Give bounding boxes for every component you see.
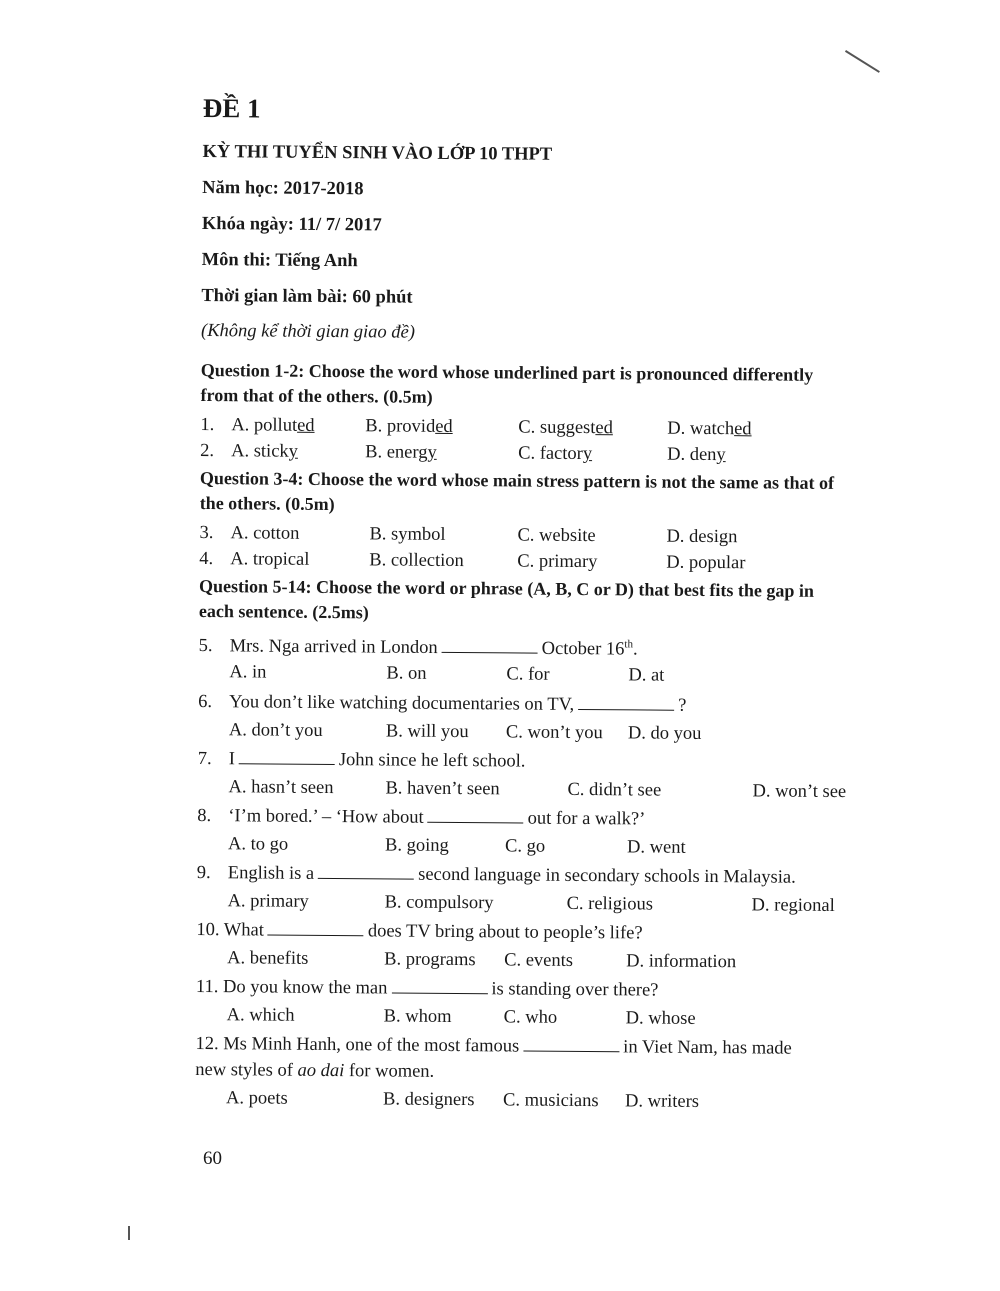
question-text: Ms Minh Hanh, one of the most famous (223, 1034, 520, 1057)
option-b: B. designers (382, 1089, 475, 1111)
option-c: C. go (504, 836, 546, 857)
question-number: 8. (197, 806, 212, 827)
question-number: 11. (195, 977, 219, 998)
option-b: B. energy (365, 442, 437, 463)
question-12-options (195, 1083, 845, 1119)
question-text: second language in secondary schools in Malaysia. (418, 864, 796, 888)
answer-blank (391, 979, 487, 995)
question-text: English is a (227, 863, 315, 885)
option-b: B. programs (384, 949, 476, 971)
question-text: out for a walk?’ (527, 808, 646, 830)
scan-artifact (845, 50, 880, 73)
option-a: A. sticky (231, 441, 299, 462)
exam-subject: Môn thi: Tiếng Anh (201, 249, 358, 272)
option-c: C. factory (518, 443, 593, 465)
option-b: B. provided (365, 416, 453, 437)
answer-blank (239, 749, 335, 765)
exam-note: (Không kể thời gian giao đề) (201, 320, 416, 343)
option-c: C. didn’t see (567, 780, 662, 801)
question-7-options (197, 772, 847, 808)
question-6-options (198, 715, 848, 751)
question-10-options (196, 943, 846, 979)
question-number: 2. (200, 440, 215, 462)
option-d: D. whose (625, 1008, 696, 1030)
question-text: What (223, 920, 264, 941)
question-4 (199, 546, 849, 577)
question-number: 7. (197, 749, 212, 770)
question-text: I (228, 749, 235, 770)
option-d: D. deny (667, 444, 726, 466)
option-d: D. watched (667, 418, 752, 440)
option-b: B. on (386, 663, 427, 684)
question-number: 1. (200, 414, 215, 436)
question-text: Do you know the man (222, 977, 388, 999)
question-number: 10. (196, 920, 220, 941)
question-text: in Viet Nam, has made (623, 1037, 792, 1059)
answer-blank (318, 864, 414, 880)
option-a: A. poets (225, 1088, 288, 1109)
option-a: A. polluted (231, 415, 315, 436)
question-text: is standing over there? (491, 979, 659, 1001)
option-a: A. hasn’t seen (228, 777, 334, 799)
question-number: 9. (196, 863, 211, 884)
section-heading: Question 5-14: Choose the word or phrase (A, B, C or D) that best fits the gap in each sentence. (2.5ms) (198, 575, 814, 623)
question-5-options (198, 659, 848, 690)
question-text: new styles of (195, 1060, 293, 1081)
option-c: C. suggested (518, 417, 613, 439)
question-text: does TV bring about to people’s life? (367, 921, 643, 944)
question-text: ‘I’m bored.’ – ‘How about (228, 806, 424, 828)
question-text-italic: ao dai (297, 1060, 345, 1082)
option-c: C. primary (517, 551, 598, 573)
section-heading: Question 3-4: Choose the word whose main stress pattern is not the same as that of the others. (0.5m) (199, 467, 835, 515)
exam-duration: Thời gian làm bài: 60 phút (201, 285, 413, 308)
option-a: A. primary (227, 891, 309, 913)
question-5 (199, 628, 849, 664)
option-b: B. compulsory (384, 892, 494, 914)
option-a: A. cotton (230, 523, 300, 544)
option-c: C. musicians (502, 1090, 599, 1112)
question-8-options (197, 829, 847, 865)
scan-artifact (128, 1226, 130, 1240)
option-c: C. won’t you (505, 722, 603, 744)
superscript: th (624, 638, 634, 651)
option-b: B. will you (385, 721, 469, 743)
option-d: D. at (628, 665, 665, 686)
question-number: 3. (199, 522, 214, 544)
option-b: B. haven’t seen (385, 778, 500, 800)
option-c: C. website (517, 525, 596, 547)
question-number: 12. (195, 1034, 219, 1055)
option-a: A. to go (227, 834, 289, 855)
option-b: B. symbol (369, 524, 446, 545)
page-number: 60 (203, 1148, 222, 1169)
option-c: C. religious (566, 894, 654, 915)
question-2 (200, 438, 850, 469)
section-heading: Question 1-2: Choose the word whose underlined part is pronounced differently from that of the others. (0.5m) (200, 359, 814, 407)
question-text: for women. (348, 1061, 435, 1083)
option-d: D. went (626, 837, 686, 858)
answer-blank (442, 638, 538, 654)
question-text: ? (678, 695, 687, 716)
question-text: You don’t like watching documentaries on TV, (229, 692, 575, 716)
option-b: B. collection (369, 550, 464, 572)
question-9-options (196, 886, 846, 922)
option-c: C. who (503, 1007, 558, 1028)
question-text: Mrs. Nga arrived in London (229, 636, 438, 659)
exam-content (195, 88, 853, 1119)
question-text: . (632, 639, 638, 660)
answer-blank (268, 921, 364, 937)
option-c: C. for (506, 664, 550, 685)
option-a: A. benefits (227, 948, 309, 970)
answer-blank (578, 695, 674, 711)
exam-date: Khóa ngày: 11/ 7/ 2017 (201, 213, 382, 236)
option-a: A. which (226, 1005, 295, 1026)
option-b: B. whom (383, 1006, 452, 1028)
answer-blank (523, 1037, 619, 1053)
option-d: D. do you (627, 723, 702, 745)
question-number: 5. (198, 636, 213, 657)
option-d: D. popular (666, 552, 746, 574)
option-a: A. in (229, 662, 267, 683)
question-text: October 16 (541, 638, 625, 660)
option-a: A. tropical (230, 549, 310, 570)
option-d: D. design (666, 526, 738, 548)
question-number: 4. (199, 548, 214, 570)
option-b: B. going (384, 835, 449, 857)
question-text: John since he left school. (338, 750, 526, 772)
option-c: C. events (504, 950, 574, 972)
question-number: 6. (198, 692, 213, 713)
option-a: A. don’t you (228, 720, 323, 742)
option-d: D. regional (751, 895, 835, 917)
option-d: D. won’t see (752, 781, 847, 803)
exam-title: ĐỀ 1 (202, 92, 261, 124)
exam-year: Năm học: 2017-2018 (202, 177, 364, 200)
option-d: D. information (626, 951, 737, 973)
exam-name: KỲ THI TUYỂN SINH VÀO LỚP 10 THPT (202, 141, 553, 165)
answer-blank (428, 808, 524, 824)
question-11-options (196, 1000, 846, 1036)
option-d: D. writers (624, 1091, 700, 1113)
